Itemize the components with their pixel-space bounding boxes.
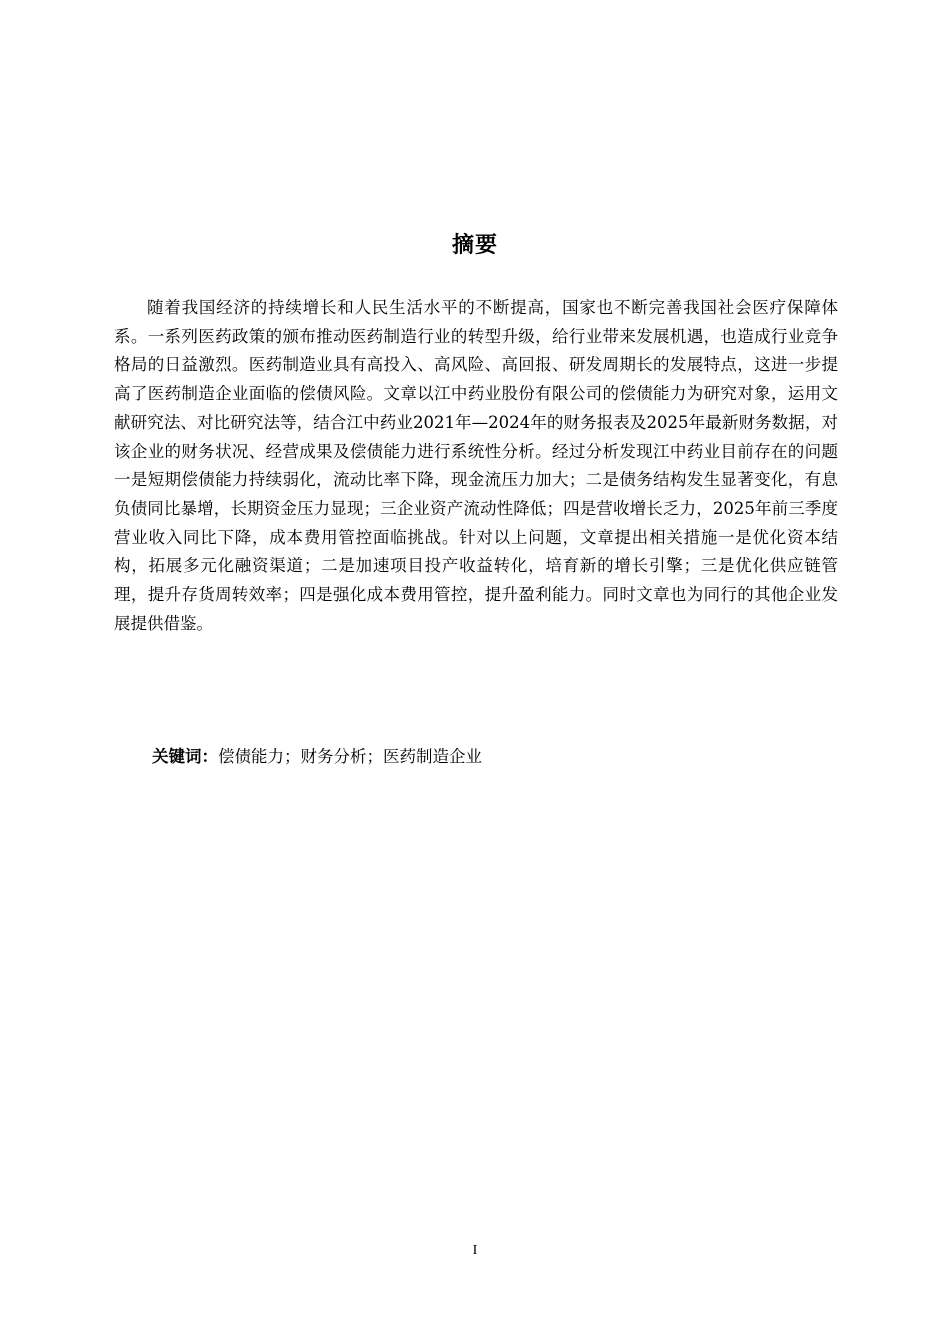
keywords-value: 偿债能力；财务分析；医药制造企业 [218,747,482,766]
keywords-line [152,743,482,771]
abstract-title: 摘要 [451,233,498,258]
abstract-body: 随着我国经济的持续增长和人民生活水平的不断提高，国家也不断完善我国社会医疗保障体系。一系列医药政策的颁布推动医药制造行业的转型升级，给行业带来发展机遇，也造成行业竞争格局的日益激烈。医药制造业具有高投入、高风险、高回报、研发周期长的发展特点，这进一步提高了医药制造企业面临的偿债风险。文章以江中药业股份有限公司的偿债能力为研究对象，运用文献研究法、对比研究法等，结合江中药业2021年—2024年的财务报表及2025年最新财务数据，对该企业的财务状况、经营成果及偿债能力进行系统性分析。经过分析发现江中药业目前存在的问题一是短期偿债能力持续弱化，流动比率下降，现金流压力加大；二是债务结构发生显著变化，有息负债同比暴增，长期资金压力显现；三企业资产流动性降低；四是营收增长乏力，2025年前三季度营业收入同比下降，成本费用管控面临挑战。针对以上问题，文章提出相关措施一是优化资本结构，拓展多元化融资渠道；二是加速项目投产收益转化，培育新的增长引擎；三是优化供应链管理，提升存货周转效率；四是强化成本费用管控，提升盈利能力。同时文章也为同行的其他企业发展提供借鉴。 [114,298,838,633]
page-number: I [472,1243,478,1258]
keywords-label: 关键词： [152,747,218,766]
